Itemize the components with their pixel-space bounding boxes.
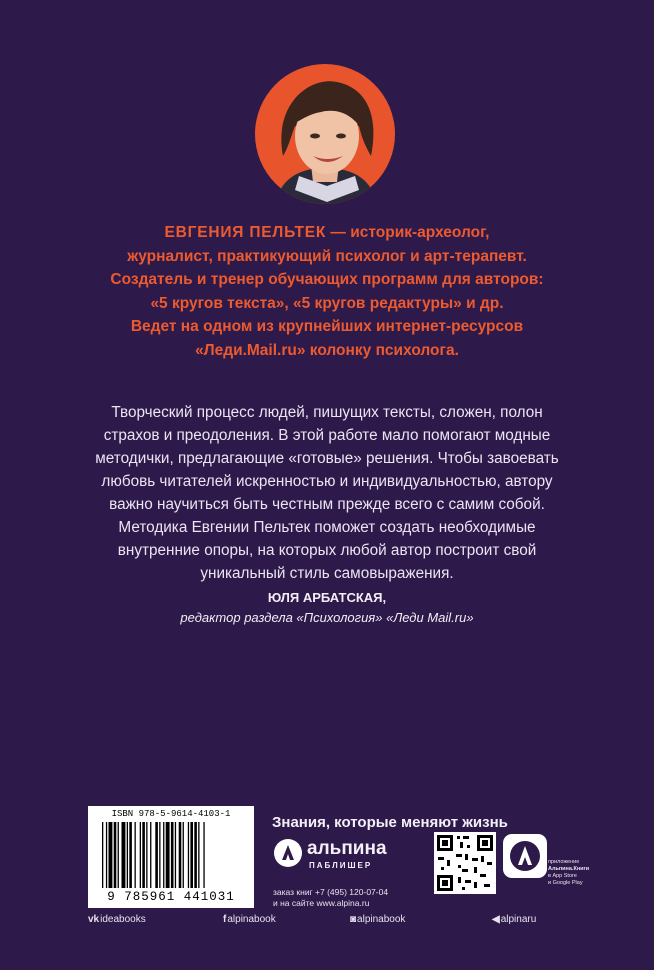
barcode-bar — [140, 822, 141, 888]
social-handle: alpinabook — [227, 914, 276, 925]
barcode-bar — [190, 822, 193, 888]
social-instagram — [350, 914, 405, 925]
app-text-line: Альпина.Книги — [548, 866, 590, 872]
barcode-bar — [159, 822, 160, 888]
barcode-bar — [142, 822, 145, 888]
alpina-books-app-icon — [503, 834, 547, 878]
social-handle: alpinabook — [357, 914, 406, 925]
app-text-line: и Google Play — [548, 880, 583, 886]
barcode-bar — [102, 822, 103, 888]
endorser-role: редактор раздела «Психология» «Леди Mail.ru» — [180, 610, 474, 625]
blurb-line: любовь читателей искренностью и индивидуальностью, автору — [101, 473, 553, 490]
barcode-bar — [194, 822, 197, 888]
alpina-logo-icon — [273, 838, 303, 868]
book-blurb — [80, 401, 574, 585]
bio-line-1 — [60, 221, 594, 245]
qr-code — [434, 832, 496, 894]
author-bio — [60, 221, 594, 362]
bio-line-1-rest: — историк-археолог, — [326, 224, 490, 241]
app-text-line: приложение — [548, 859, 580, 865]
barcode-bar — [118, 822, 119, 888]
social-telegram — [492, 914, 536, 925]
barcode-bar — [109, 822, 113, 888]
vk-icon: vk — [88, 914, 100, 925]
barcode-bar — [203, 822, 204, 888]
bio-line-3: Создатель и тренер обучающих программ для авторов: — [110, 271, 544, 288]
blurb-line: внутренние опоры, на которых любой автор построит свой — [117, 542, 537, 559]
author-portrait — [255, 64, 395, 204]
qr-code-pattern — [434, 832, 496, 894]
social-facebook — [223, 914, 276, 925]
blurb-line: Творческий процесс людей, пишущих тексты, сложен, полон — [111, 404, 543, 421]
publisher-name: альпина — [307, 838, 387, 859]
blurb-line: уникальный стиль самовыражения. — [200, 565, 454, 582]
publisher-subtitle: ПАБЛИШЕР — [309, 861, 373, 870]
alpina-app-logo-icon — [503, 834, 547, 878]
facebook-icon: f — [223, 914, 227, 925]
barcode-bar — [179, 822, 182, 888]
telegram-icon: ◀ — [492, 914, 500, 925]
blurb-line: страхов и преодоления. В этой работе мало помогают модные — [103, 427, 551, 444]
order-website: и на сайте www.alpina.ru — [273, 898, 370, 908]
barcode-bars — [102, 822, 240, 890]
barcode-bar — [171, 822, 174, 888]
barcode-bar — [114, 822, 117, 888]
barcode-digits: 9 785961 441031 — [107, 890, 235, 904]
bio-line-4: «5 кругов текста», «5 кругов редактуры» и др. — [150, 294, 504, 312]
publisher-slogan: Знания, которые меняют жизнь — [272, 814, 508, 831]
barcode-bar — [127, 822, 128, 888]
app-text-line: в App Store — [548, 873, 577, 879]
author-name: ЕВГЕНИЯ ПЕЛЬТЕК — [164, 224, 327, 241]
portrait-illustration — [255, 64, 395, 204]
endorser-name: ЮЛЯ АРБАТСКАЯ, — [267, 590, 387, 605]
barcode-bar — [183, 822, 184, 888]
bio-line-2: журналист, практикующий психолог и арт-терапевт. — [127, 247, 527, 265]
social-handle: alpinaru — [500, 914, 537, 925]
barcode-bar — [163, 822, 164, 888]
barcode-bar — [150, 822, 151, 888]
barcode-bar — [129, 822, 132, 888]
isbn-barcode — [88, 806, 254, 908]
bio-line-5: Ведет на одном из крупнейших интернет-ресурсов — [130, 318, 524, 335]
barcode-bar — [155, 822, 158, 888]
barcode-bar — [188, 822, 189, 888]
barcode-bar — [198, 822, 199, 888]
order-phone: заказ книг +7 (495) 120-07-04 — [273, 887, 389, 897]
barcode-bar — [175, 822, 176, 888]
blurb-line: важно научиться быть честным прежде всего с самим собой. — [109, 496, 545, 513]
social-vk — [88, 914, 146, 925]
barcode-bar — [106, 822, 107, 888]
app-store-text — [548, 859, 589, 887]
barcode-bar — [146, 822, 147, 888]
blurb-line: методички, предлагающие «готовые» решения. Чтобы завоевать — [95, 450, 559, 467]
blurb-line: Методика Евгении Пельтек поможет создать необходимые — [118, 519, 536, 536]
bio-line-6: «Леди.Mail.ru» колонку психолога. — [195, 341, 459, 359]
barcode-bar — [166, 822, 170, 888]
instagram-icon: ◙ — [350, 914, 357, 925]
social-handle: ideabooks — [100, 914, 146, 925]
isbn-number: ISBN 978-5-9614-4103-1 — [111, 809, 231, 819]
barcode-bar — [135, 822, 136, 888]
barcode-bar — [122, 822, 126, 888]
